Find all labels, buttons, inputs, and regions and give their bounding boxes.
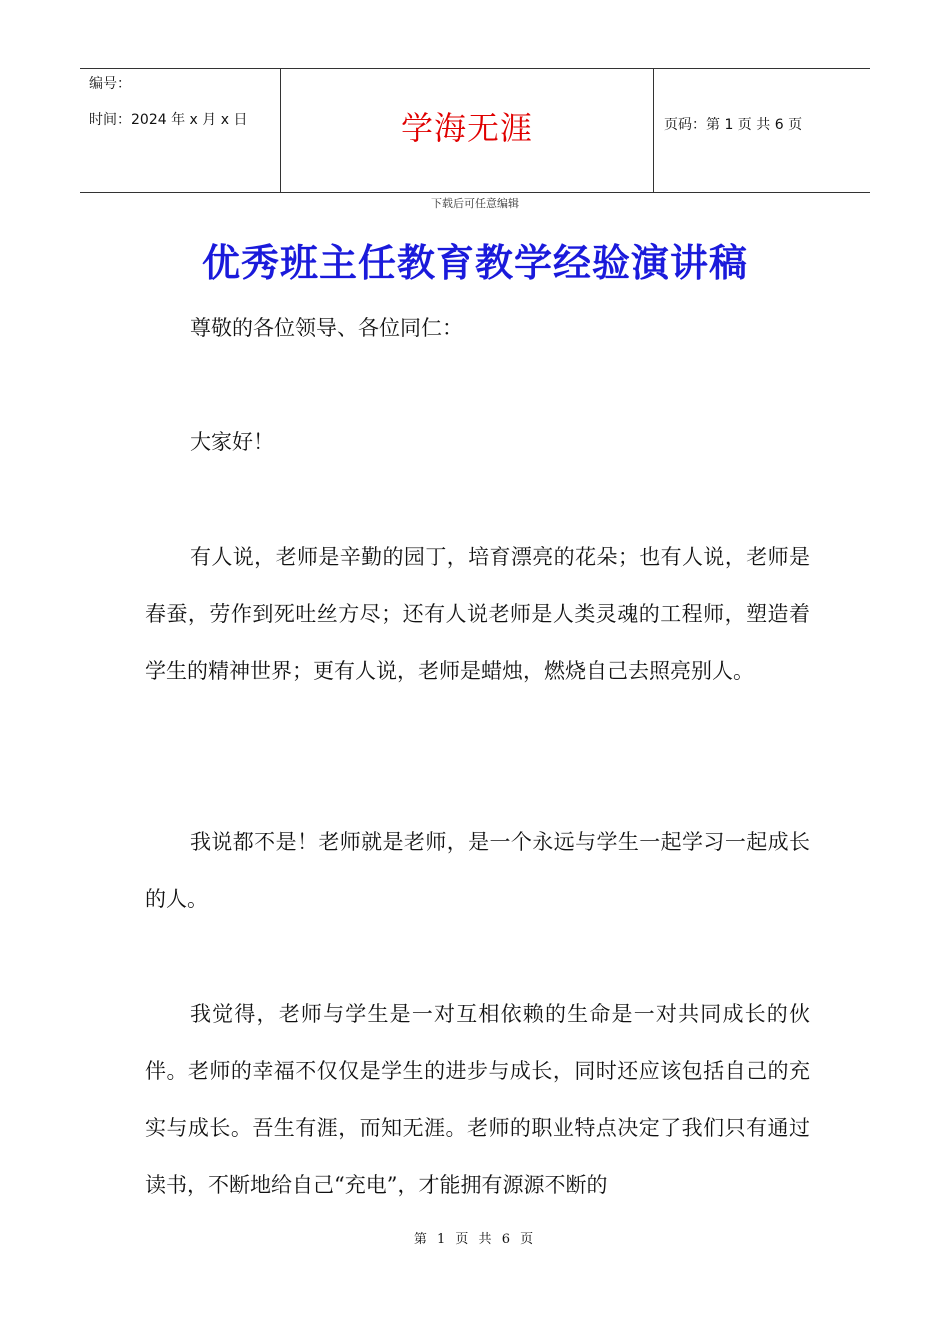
paragraph-body: 我说都不是！老师就是老师，是一个永远与学生一起学习一起成长的人。	[145, 830, 810, 911]
date-label: 时间：2024 年 x 月 x 日	[89, 112, 248, 128]
paragraph-body: 有人说，老师是辛勤的园丁，培育漂亮的花朵；也有人说，老师是春蚕，劳作到死吐丝方尽；还有人说老师是人类灵魂的工程师，塑造着学生的精神世界；更有人说，老师是蜡烛，燃烧自己去照亮别人。	[145, 545, 810, 683]
editable-note: 下载后可任意编辑	[431, 197, 519, 210]
document-title: 优秀班主任教育教学经验演讲稿	[201, 240, 748, 285]
page-footer: 第 1 页 共 6 页	[413, 1232, 537, 1247]
header-middle-cell	[281, 69, 654, 192]
brand-title: 学海无涯	[400, 109, 533, 147]
paragraph-salutation: 尊敬的各位领导、各位同仁：	[190, 316, 463, 340]
paragraph-body: 我觉得，老师与学生是一对互相依赖的生命是一对共同成长的伙伴。老师的幸福不仅仅是学生的进步与成长，同时还应该包括自己的充实与成长。吾生有涯，而知无涯。老师的职业特点决定了我们只有通过读书，不断地给自己“充电”，才能拥有源源不断的	[145, 1002, 810, 1197]
paragraph-greeting: 大家好！	[190, 430, 274, 454]
page-count-label: 页码：第 1 页 共 6 页	[664, 117, 803, 133]
header-right-cell	[654, 69, 870, 192]
document-header	[80, 68, 870, 193]
serial-number-label: 编号：	[89, 76, 131, 92]
header-left-cell	[80, 69, 281, 192]
